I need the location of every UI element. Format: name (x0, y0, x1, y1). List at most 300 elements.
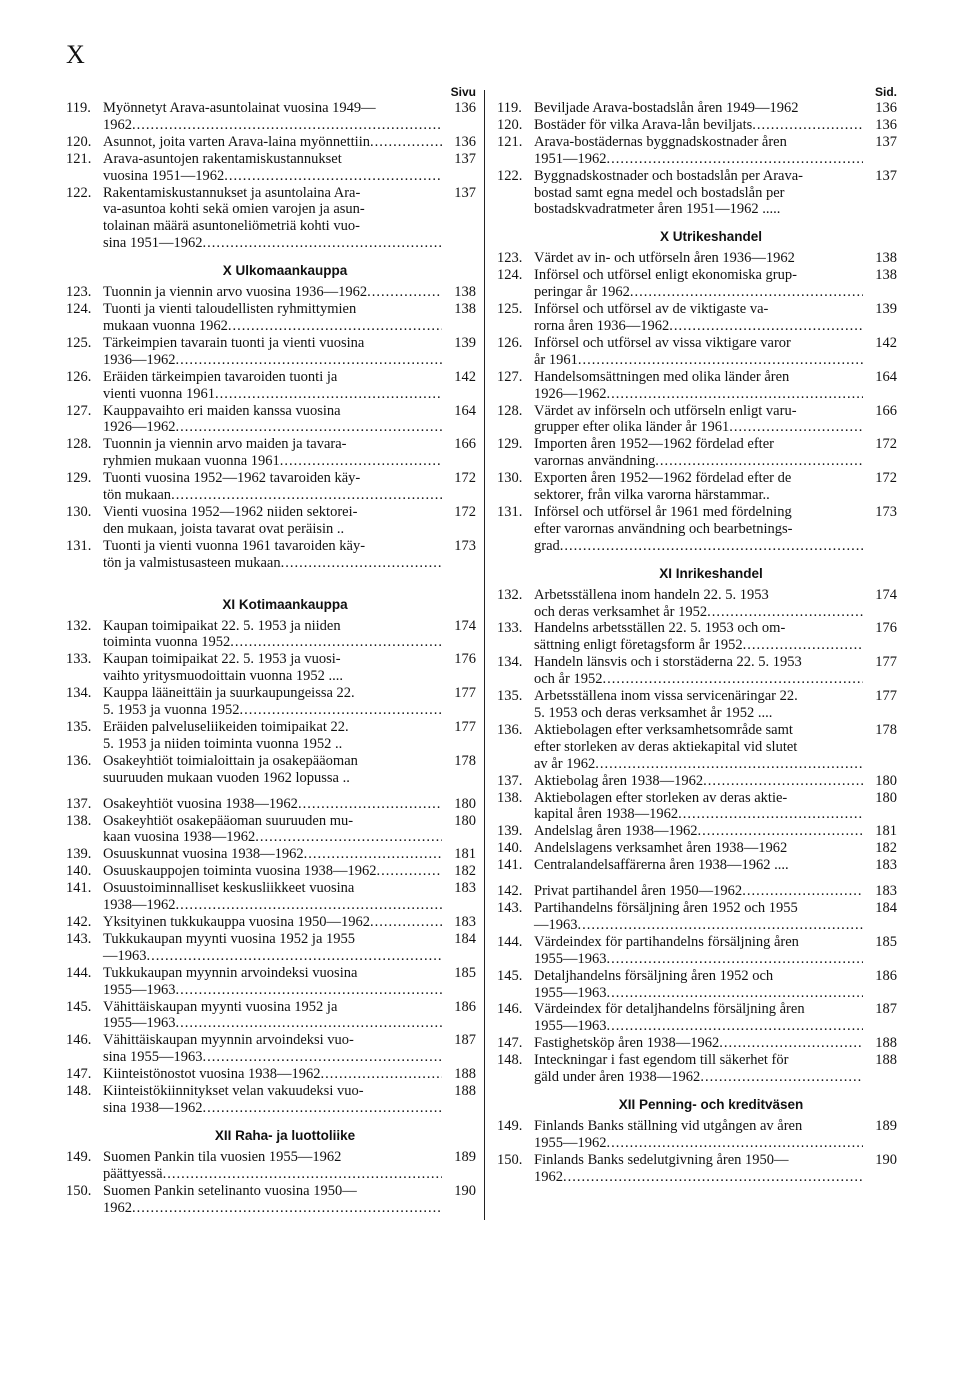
toc-entry (66, 618, 476, 652)
entry-text (534, 100, 863, 117)
entry-number: 122. (497, 167, 523, 184)
entry-number: 120. (66, 133, 92, 150)
entry-last-line (103, 419, 442, 436)
toc-entry (497, 403, 897, 437)
entry-text-line: sättning enligt företagsform år 1952 (534, 637, 743, 654)
entry-last-line (534, 419, 863, 436)
entry-text-line: vienti vuonna 1961 (103, 385, 215, 402)
page-column-header: Sivu (450, 85, 476, 99)
entry-text (103, 753, 442, 787)
entry-last-line (103, 318, 442, 335)
toc-entry (497, 773, 897, 790)
page-number: 166 (454, 436, 476, 453)
entry-number: 121. (497, 133, 523, 150)
entry-number: 130. (66, 503, 92, 520)
entry-number: 134. (497, 654, 523, 671)
entry-number: 136. (497, 721, 523, 738)
entry-text-line: Beviljade Arava-bostadslån åren 1949—1962 (534, 100, 799, 116)
leader-dots (163, 1166, 442, 1183)
page-number: 188 (454, 1083, 476, 1100)
page-number: 173 (454, 537, 476, 554)
entry-text-line: Eräiden palveluseliikeiden toimipaikat 22. (103, 719, 349, 735)
entry-number: 136. (66, 752, 92, 769)
toc-list (66, 100, 476, 1216)
spacer (66, 572, 476, 586)
leader-dots (202, 235, 442, 252)
leader-dots (367, 284, 442, 301)
page-number: 187 (875, 1001, 897, 1018)
entry-text (534, 968, 863, 1002)
entry-number: 146. (66, 1032, 92, 1049)
toc-entry (497, 840, 897, 857)
entry-text-line: —1963 (534, 916, 578, 933)
entry-text-line: vuosina 1951—1962 (103, 167, 225, 184)
entry-number: 143. (497, 899, 523, 916)
toc-entry (66, 1032, 476, 1066)
page-number: 188 (454, 1066, 476, 1083)
entry-number: 120. (497, 116, 523, 133)
toc-entry (66, 185, 476, 253)
entry-number: 138. (66, 812, 92, 829)
section-heading: XI Inrikeshandel (659, 565, 763, 581)
toc-entry (66, 965, 476, 999)
spacer (497, 874, 897, 883)
entry-text (103, 1066, 442, 1083)
entry-last-line (534, 951, 863, 968)
page-number: 180 (454, 795, 476, 812)
entry-text-line: Tuonti ja vienti vuonna 1961 tavaroiden käy- (103, 537, 366, 554)
entry-number: 125. (66, 334, 92, 351)
entry-last-line (103, 352, 442, 369)
entry-text (103, 796, 442, 813)
entry-text-line: Fastighetsköp åren 1938—1962 (534, 1035, 720, 1052)
toc-entry (497, 504, 897, 555)
page-number: 178 (875, 721, 897, 738)
entry-text (103, 284, 442, 301)
entry-text-line: Införsel och utförsel av vissa viktigare varor (534, 334, 791, 351)
entry-text-line: 1936—1962 (103, 351, 176, 368)
entry-text-line: va-asuntoa kohti sekä omien varojen ja asun- (103, 201, 365, 218)
entry-text (103, 965, 442, 999)
leader-dots (370, 134, 442, 151)
toc-entry (497, 883, 897, 900)
entry-text-line: Osuuskunnat vuosina 1938—1962 (103, 846, 304, 863)
entry-text (534, 403, 863, 437)
page-number: 174 (875, 586, 897, 603)
entry-text-line: Andelslagens verksamhet åren 1938—1962 (534, 840, 788, 857)
entry-text (103, 846, 442, 863)
entry-text (534, 1035, 863, 1052)
leader-dots (678, 806, 863, 823)
leader-dots (607, 151, 864, 168)
entry-last-line (103, 1100, 442, 1117)
toc-entry (497, 134, 897, 168)
entry-text-line: ryhmien mukaan vuonna 1961 (103, 453, 280, 470)
entry-text-line: toiminta vuonna 1952 (103, 634, 231, 651)
page-number: 177 (875, 654, 897, 671)
entry-number: 143. (66, 930, 92, 947)
toc-entry (497, 823, 897, 840)
page-number: 188 (875, 1052, 897, 1069)
entry-text-line: Tukkukaupan myynnin arvoindeksi vuosina (103, 964, 358, 981)
page-number: 188 (875, 1035, 897, 1052)
entry-text-line: 1938—1962 (103, 897, 176, 914)
leader-dots (669, 318, 863, 335)
entry-text (103, 931, 442, 965)
leader-dots (595, 756, 863, 773)
entry-number: 132. (497, 586, 523, 603)
entry-text-line: Värdet av in- och utförseln åren 1936—1962 (534, 250, 795, 267)
page-number: 172 (875, 436, 897, 453)
entry-text (534, 900, 863, 934)
entry-text-line: sektorer, från vilka varorna härstammar.. (534, 487, 770, 504)
page-number: 173 (875, 503, 897, 520)
entry-text-line: år 1961 (534, 351, 578, 368)
page-number: 180 (875, 772, 897, 789)
page-number: 180 (454, 812, 476, 829)
entry-last-line (103, 897, 442, 914)
toc-entry (66, 335, 476, 369)
entry-number: 140. (497, 840, 523, 857)
entry-last-line (534, 151, 863, 168)
toc-entry (66, 931, 476, 965)
leader-dots (578, 917, 864, 934)
entry-text-line: 1962 (103, 116, 132, 133)
entry-last-line (103, 668, 442, 685)
entry-text-line: Handeln länsvis och i storstäderna 22. 5. 1953 (534, 654, 802, 671)
entry-text (103, 436, 442, 470)
entry-last-line (534, 201, 863, 218)
page-number: 182 (454, 863, 476, 880)
entry-text-line: Vähittäiskaupan myynti vuosina 1952 ja (103, 998, 338, 1015)
right-column-swedish (497, 84, 897, 1186)
toc-entry (497, 688, 897, 722)
entry-text-line: Införsel och utförsel enligt ekonomiska grup- (534, 267, 797, 284)
entry-number: 126. (66, 368, 92, 385)
entry-number: 139. (497, 823, 523, 840)
entry-text-line: Arbetsställena inom vissa servicenäringar 22. (534, 688, 798, 705)
toc-entry (497, 857, 897, 874)
leader-dots (607, 1135, 864, 1152)
entry-number: 137. (66, 795, 92, 812)
page-number: 139 (875, 301, 897, 318)
entry-text (534, 620, 863, 654)
leader-dots (132, 117, 442, 134)
entry-text (534, 1152, 863, 1186)
entry-text-line: 1926—1962 (103, 419, 176, 436)
entry-text-line: Rakentamiskustannukset ja asuntolaina Ara- (103, 184, 361, 201)
entry-text-line: kapital åren 1938—1962 (534, 806, 679, 823)
entry-text-line: Handelns arbetsställen 22. 5. 1953 och om- (534, 620, 786, 637)
entry-last-line (534, 1035, 863, 1052)
entry-number: 131. (497, 503, 523, 520)
entry-text (534, 335, 863, 369)
entry-number: 135. (497, 688, 523, 705)
entry-text (103, 618, 442, 652)
entry-text-line: peringar år 1962 (534, 284, 630, 301)
section-heading: X Ulkomaankauppa (222, 263, 348, 279)
page-number: 184 (875, 899, 897, 916)
entry-text-line: sina 1955—1963 (103, 1049, 203, 1066)
entry-text-line: Kaupan toimipaikat 22. 5. 1953 ja niiden (103, 617, 341, 634)
entry-last-line (534, 453, 863, 470)
entry-text-line: av år 1962 (534, 755, 596, 772)
entry-text-line: sina 1951—1962 (103, 235, 203, 252)
entry-last-line (534, 117, 863, 134)
entry-number: 140. (66, 863, 92, 880)
toc-entry (497, 1152, 897, 1186)
leader-dots (607, 386, 864, 403)
page-number: 136 (875, 100, 897, 116)
entry-number: 128. (66, 436, 92, 453)
page-number: 176 (454, 651, 476, 668)
toc-entry (497, 168, 897, 219)
page-number: 190 (454, 1182, 476, 1199)
entry-text-line: tolainan määrä asuntoneliömetriä kohti vuo- (103, 218, 360, 235)
entry-text-line: Handelsomsättningen med olika länder åren (534, 368, 790, 385)
toc-entry (66, 880, 476, 914)
entry-last-line (534, 806, 863, 823)
entry-last-line (103, 1166, 442, 1183)
entry-last-line (534, 538, 863, 555)
entry-last-line (534, 883, 863, 900)
entry-text (534, 688, 863, 722)
page-number: 185 (454, 964, 476, 981)
entry-text-line: 1962 (103, 1199, 132, 1216)
leader-dots (698, 823, 864, 840)
entry-text (103, 185, 442, 253)
leader-dots (321, 1066, 443, 1083)
toc-entry (497, 587, 897, 621)
entry-number: 123. (66, 284, 92, 301)
entry-text-line: Finlands Banks ställning vid utgången av åren (534, 1117, 803, 1134)
entry-text (534, 934, 863, 968)
entry-text (103, 651, 442, 685)
leader-dots (707, 604, 863, 621)
leader-dots (176, 897, 443, 914)
entry-last-line (103, 863, 442, 880)
entry-number: 127. (497, 368, 523, 385)
entry-text (534, 654, 863, 688)
entry-text (103, 719, 442, 753)
entry-last-line (534, 823, 863, 840)
entry-last-line (103, 982, 442, 999)
entry-number: 150. (497, 1151, 523, 1168)
page-number: 189 (454, 1148, 476, 1165)
leader-dots (719, 1035, 863, 1052)
section-heading: XII Raha- ja luottoliike (214, 1127, 356, 1143)
page-column-header: Sid. (874, 85, 897, 99)
page-number: 142 (454, 368, 476, 385)
entry-number: 129. (497, 436, 523, 453)
entry-last-line (534, 386, 863, 403)
leader-dots (376, 863, 442, 880)
entry-text-line: Kauppavaihto eri maiden kanssa vuosina (103, 402, 341, 419)
entry-last-line (534, 250, 863, 267)
leader-dots (281, 555, 442, 572)
entry-text (534, 504, 863, 555)
entry-number: 141. (66, 880, 92, 897)
page-number: 139 (454, 334, 476, 351)
page-number: 181 (875, 823, 897, 840)
toc-entry (66, 813, 476, 847)
entry-number: 149. (66, 1148, 92, 1165)
entry-number: 128. (497, 402, 523, 419)
entry-text-line: rorna åren 1936—1962 (534, 317, 670, 334)
entry-number: 119. (497, 100, 522, 116)
page-number: 164 (454, 402, 476, 419)
leader-dots (176, 1015, 443, 1032)
page-number: 177 (454, 685, 476, 702)
entry-text (103, 863, 442, 880)
entry-text (534, 1052, 863, 1086)
entry-text (534, 267, 863, 301)
entry-text-line: Vienti vuosina 1952—1962 niiden sektorei- (103, 503, 358, 520)
entry-text-line: Införsel och utförsel år 1961 med fördelning (534, 503, 792, 520)
toc-entry (66, 1149, 476, 1183)
entry-text-line: 1955—1963 (534, 1018, 607, 1035)
entry-last-line (534, 857, 863, 874)
entry-last-line (534, 637, 863, 654)
entry-last-line (534, 985, 863, 1002)
entry-text (534, 857, 863, 874)
entry-last-line (103, 948, 442, 965)
entry-text (103, 369, 442, 403)
leader-dots (202, 1100, 442, 1117)
toc-entry (66, 753, 476, 787)
entry-text-line: Osakeyhtiöt vuosina 1938—1962 (103, 795, 298, 812)
toc-entry (66, 846, 476, 863)
entry-text-line: 5. 1953 ja niiden toiminta vuonna 1952 .. (103, 735, 343, 752)
toc-entry (66, 1183, 476, 1217)
entry-text (103, 504, 442, 538)
leader-dots (742, 883, 863, 900)
entry-number: 134. (66, 685, 92, 702)
entry-last-line (534, 352, 863, 369)
toc-entry (66, 1066, 476, 1083)
entry-last-line (103, 634, 442, 651)
toc-entry (66, 284, 476, 301)
page-number: 183 (454, 913, 476, 930)
entry-text (534, 436, 863, 470)
entry-text-line: Aktiebolag åren 1938—1962 (534, 772, 704, 789)
toc-entry (66, 863, 476, 880)
entry-text (103, 914, 442, 931)
toc-entry (497, 790, 897, 824)
entry-text-line: Kiinteistönostot vuosina 1938—1962 (103, 1066, 321, 1083)
entry-text-line: gäld under åren 1938—1962 (534, 1069, 701, 1086)
page-number: 137 (454, 150, 476, 167)
entry-text-line: grad (534, 537, 560, 554)
toc-entry (497, 722, 897, 773)
entry-text (103, 999, 442, 1033)
leader-dots (298, 796, 442, 813)
entry-number: 123. (497, 250, 523, 267)
entry-text-line: tön mukaan (103, 487, 172, 504)
entry-number: 145. (66, 998, 92, 1015)
page-number: 136 (454, 100, 476, 116)
toc-entry (497, 620, 897, 654)
leader-dots (743, 637, 863, 654)
toc-entry (66, 504, 476, 538)
entry-text-line: Arbetsställena inom handeln 22. 5. 1953 (534, 586, 769, 603)
leader-dots (607, 951, 864, 968)
page-number: 186 (454, 998, 476, 1015)
entry-text-line: Inteckningar i fast egendom till säkerhet för (534, 1052, 789, 1069)
leader-dots (630, 284, 863, 301)
entry-text (103, 100, 442, 134)
section-heading: XII Penning- och kreditväsen (618, 1096, 804, 1112)
toc-entry (66, 134, 476, 151)
toc-entry (66, 796, 476, 813)
page-number: 136 (875, 116, 897, 133)
entry-text (534, 369, 863, 403)
leader-dots (230, 634, 442, 651)
toc-entry (66, 999, 476, 1033)
entry-last-line (534, 671, 863, 688)
page-number: 181 (454, 846, 476, 863)
entry-text-line: Osuuskauppojen toiminta vuosina 1938—1962 (103, 863, 377, 880)
entry-last-line (534, 1169, 863, 1186)
entry-number: 135. (66, 719, 92, 735)
entry-last-line (103, 1049, 442, 1066)
page-number: 183 (875, 883, 897, 900)
page-number: 138 (454, 301, 476, 318)
entry-last-line (103, 117, 442, 134)
entry-last-line (534, 756, 863, 773)
entry-text (103, 301, 442, 335)
toc-entry (66, 436, 476, 470)
page-number: 137 (875, 167, 897, 184)
leader-dots (655, 453, 863, 470)
entry-last-line (534, 1069, 863, 1086)
entry-text-line: Tuonnin ja viennin arvo maiden ja tavara- (103, 436, 347, 453)
entry-text-line: Eräiden tärkeimpien tavaroiden tuonti ja (103, 368, 338, 385)
entry-last-line (103, 1066, 442, 1083)
entry-text-line: efter storleken av deras aktiekapital vid slutet (534, 738, 798, 755)
entry-text (103, 1083, 442, 1117)
entry-number: 127. (66, 402, 92, 419)
entry-text-line: kaan vuosina 1938—1962 (103, 829, 256, 846)
entry-last-line (534, 1018, 863, 1035)
entry-text-line: Värdet av införseln och utförseln enligt varu- (534, 402, 797, 419)
entry-last-line (103, 829, 442, 846)
leader-dots (176, 352, 443, 369)
entry-number: 124. (497, 267, 523, 284)
entry-text (534, 883, 863, 900)
page-number: 172 (454, 503, 476, 520)
entry-last-line (534, 773, 863, 790)
entry-text-line: 5. 1953 och deras verksamhet år 1952 .... (534, 705, 773, 721)
toc-entry (497, 1052, 897, 1086)
page-number: 183 (875, 857, 897, 874)
entry-number: 119. (66, 100, 91, 116)
entry-number: 133. (497, 620, 523, 637)
toc-entry (66, 914, 476, 931)
entry-last-line (103, 521, 442, 538)
entry-text (103, 880, 442, 914)
entry-number: 124. (66, 301, 92, 318)
leader-dots (171, 487, 442, 504)
entry-last-line (534, 284, 863, 301)
entry-text (534, 470, 863, 504)
toc-entry (66, 1083, 476, 1117)
leader-dots (578, 352, 863, 369)
entry-number: 146. (497, 1001, 523, 1018)
left-column-finnish (66, 84, 476, 1216)
entry-text (103, 335, 442, 369)
entry-text (534, 168, 863, 219)
